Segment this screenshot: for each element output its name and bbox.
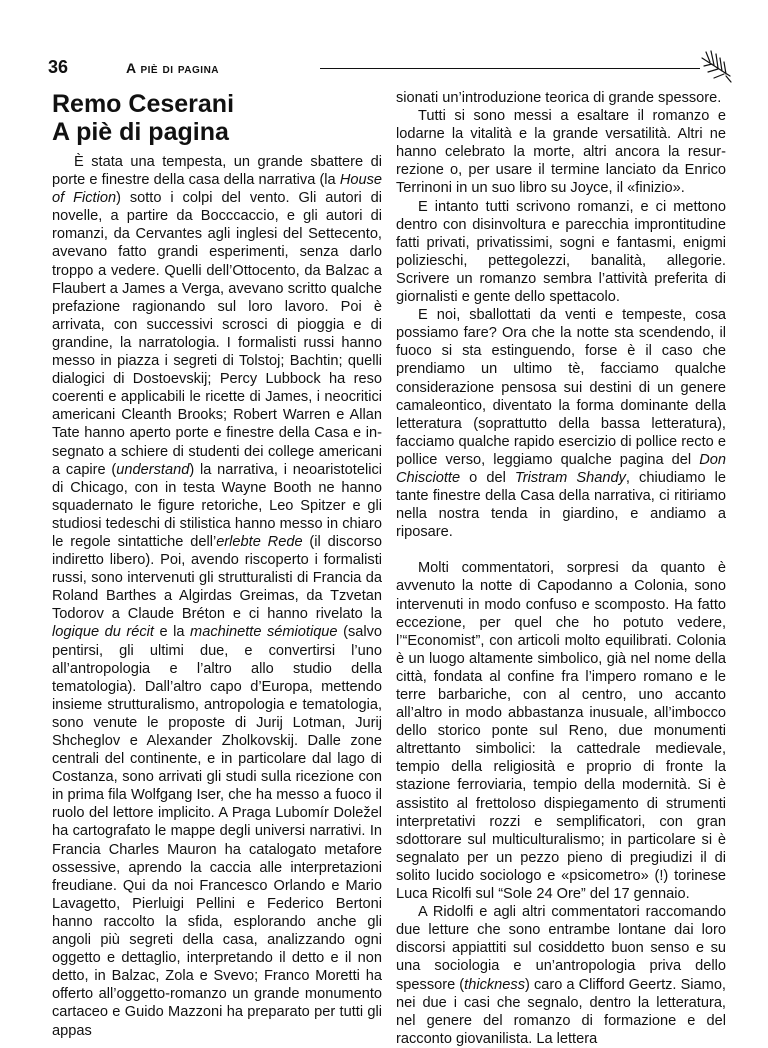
text-run: o del <box>460 469 515 486</box>
section-title: A piè di pagina <box>126 60 220 76</box>
text-run: A Ridolfi e agli altri commentatori raccomando due letture che sono entrambe lontane dai loro discorsi appiattiti sul cosiddetto buon senso e su una sociologia e un’antropologia priva dello spessore ( <box>396 904 726 993</box>
header-rule <box>320 68 700 69</box>
author-name: Remo Ceserani <box>52 90 235 118</box>
paragraph <box>396 559 726 903</box>
article-title: A piè di pagina <box>52 118 229 146</box>
text-run: Molti commentatori, sorpresi da quanto è avvenuto la notte di Capodanno a Colonia, sono intervenuti in modo confuso e scomposto. Ha fatto eccezione, per quel che ho potuto vedere, l’“Economist”, con articoli molto equilibrati. Colonia è un luogo altamente simbolico, già nel nome della città, fondata al confine fra l’impero romano e le terre barbariche, con al centro, uno accanto all’altro in modo abbastanza inusuale, all’imbocco dello storico ponte sul Reno, due monumenti altrettanto simbolici: la cattedrale medievale, tempio della religiosità e proprio di fronte la stazione ferroviaria, tempio della modernità. Si è assistito al frettoloso dispiegamento di strumenti interpretativi rozzi e semplificatori, con gran sdottorare sul multiculturalismo; in particolare si è segnalato per un pezzo pieno di pregiudizi il di solito lucido sociologo e «psicometro» (!) torinese Luca Ricolfi sul “Sole 24 Ore” del 17 gennaio. <box>396 560 726 903</box>
text-run: (il discorso indiretto libero). Poi, avendo riscoperto i formalisti russi, sono intervenuti gli strutturalisti di Francia da Roland Barthes a Algirdas Greimas, da Tzvetan Todorov a Claude Bréton e ci hanno rivelato la <box>52 533 382 623</box>
text-run: , chiudiamo le tante finestre della Casa della narrativa, ci ritiriamo nella nostra tenda in giardino, e andiamo a riposare. <box>396 469 726 541</box>
italic-text: House of Fiction <box>52 172 382 207</box>
paragraph <box>396 306 726 541</box>
paragraph: E intanto tutti scrivono romanzi, e ci mettono dentro con disinvoltura e parecchia improntitudine fatti privati, privatissimi, sogni e fantasmi, enigmi polizieschi, pettegolezzi, banalità, allegorie. Scrivere un romanzo sembra l’attività preferita di giornalisti e gente dello spettacolo. <box>396 198 726 306</box>
text-run: ) sotto i colpi del vento. Gli autori di novelle, a partire da Bocccaccio, e gli autori di romanzi, da Cervantes agli inglesi del Settecento, avevano fatto grandi esperimenti, senza darlo troppo a vedere. Quelli dell’Ottocento, da Balzac a Flaubert a James a Verga, avevano scritto qualche prefazione ragionando sul loro lavoro. Poi è arrivata, con successivi scrosci di pioggia e di grandine, la narratologia. I formalisti russi hanno messo in piazza i segreti di Tolstoj; Bachtin; quelli dialogici di Dostoevskij; Percy Lubbock ha reso coerenti e applicabili le ricette di James, i neocritici americani Cleanth Brooks; Robert Warren e Allan Tate hanno aperto porte e finestre della Casa e insegnato a schiere di studenti dei college americani a capire ( <box>52 190 382 478</box>
text-run: E noi, sballottati da venti e tempeste, cosa possiamo fare? Ora che la notte sta scendendo, il fuoco si sta estinguendo, forse è il caso che prendiamo un ultimo tè, facciamo qualche considerazione pensosa sui destini di un genere camaleontico, diventato la forma dominante della letteratura (soprattutto della bassa letteratura), facciamo qualche rapido esercizio di pollice recto e pollice verso, leggiamo qualche pagina del <box>396 307 726 468</box>
left-column <box>52 153 382 1040</box>
text-run: È stata una tempesta, un grande sbattere di porte e finestre della casa della narrativa (la <box>52 154 382 189</box>
article-heading <box>52 90 382 146</box>
text-run: (salvo pentirsi, gli ultimi due, e convertirsi l’uno all’antropologia e l’altro allo studio della tematologia). Dall’altro capo d’Europa, mettendo insieme strutturalismo, antropologia e tematologia, sono venute le proposte di Jurij Lotman, Jurij Shcheglov e Alexander Zholkovskij. Dalle zone centrali del continente, e in particolare dal lago di Costanza, sono arrivati gli studi sulla ricezione con in prima fila Wolfgang Iser, che ha messo a fuoco il ruolo del lettore implicito. A Praga Lubomír Doležel ha cartografato le mappe degli universi narrativi. In Francia Charles Mauron ha catalogato metafore ossessive, aprendo la caccia alle interpretazioni freudiane. Qui da noi Francesco Orlando e Mario Lavagetto, Pierluigi Pellini e Federico Bertoni hanno raccolto la sfida, esplorando anche gli angoli più segreti della casa, analizzando ogni oggetto e dettaglio, interpretando il detto e il non detto, in Balzac, Zola e Svevo; Franco Moretti ha offerto all’oggetto-romanzo un grande monumento cartaceo e Guido Mazzoni ha preparato per tutti gli appas <box>52 624 383 1039</box>
paragraph <box>52 153 382 1040</box>
text-run: e la <box>153 624 191 641</box>
italic-text: machinette sémiotique <box>190 624 338 641</box>
paragraph-continued: sionati un’introduzione teorica di grande spessore. <box>396 90 722 106</box>
running-header <box>48 56 720 80</box>
right-column <box>396 89 726 1048</box>
italic-text: Don Chisciotte <box>396 451 726 486</box>
paragraph: Tutti si sono messi a esaltare il romanzo e lodarne la vitalità e la grande versatilità. Altri ne hanno celebrato la morte, altri ancora la resurrezione o, per usare il termine lanciato da Enrico Terrinoni in un suo libro su Joyce, il «finizio». <box>396 108 726 197</box>
paragraph <box>396 903 726 1048</box>
italic-text: erlebte Rede <box>216 533 303 550</box>
italic-text: understand <box>116 461 190 478</box>
italic-text: thickness <box>464 976 525 993</box>
text-run: ) la narrativa, i neoaristotelici di Chicago, con in testa Wayne Booth ne hanno squadernato le figure retoriche, Leo Spitzer e gli studiosi tedeschi di stilistica hanno messo in chiaro le regole sintattiche dell’ <box>52 461 382 550</box>
feather-sketch-icon <box>698 46 734 86</box>
text-run: ) caro a Clifford Geertz. Siamo, nei due i casi che segnalo, dentro la letteratura, nel genere del romanzo di formazione e del racconto giovanilista. La lettera <box>396 976 726 1047</box>
italic-text: logique du récit <box>52 624 154 641</box>
italic-text: Tristram Shandy <box>514 469 626 486</box>
page-number: 36 <box>48 57 69 77</box>
